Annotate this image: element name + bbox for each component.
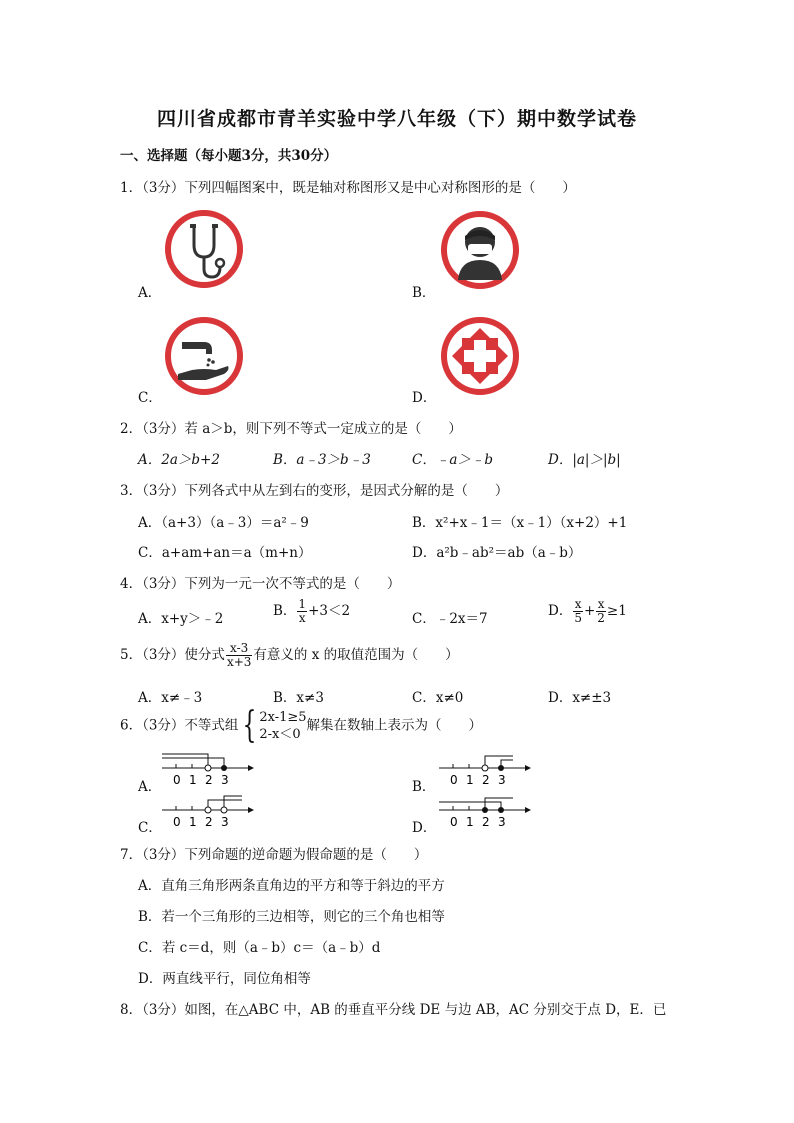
q4-b-suffix: +3＜2 bbox=[308, 603, 351, 619]
q1-option-b-label[interactable]: B． bbox=[412, 285, 436, 301]
q7-option-b[interactable]: B．若一个三角形的三边相等，则它的三个角也相等 bbox=[138, 909, 445, 925]
question-5-stem bbox=[120, 642, 459, 669]
q6-option-c-label[interactable]: C． bbox=[138, 820, 162, 836]
question-6-stem bbox=[120, 705, 483, 746]
question-7-stem: 7．（3分）下列命题的逆命题为假命题的是（ ） bbox=[120, 847, 428, 863]
q6-c-tick-3: 3 bbox=[221, 815, 229, 829]
q2-option-b[interactable]: B．a﹣3＞b﹣3 bbox=[273, 452, 371, 468]
q5-stem-pre: 5．（3分）使分式 bbox=[120, 647, 225, 663]
q4-d-fraction-2: $\frac{x}{2}$ bbox=[597, 597, 605, 625]
q6-a-tick-3: 3 bbox=[221, 773, 229, 787]
q4-option-d[interactable] bbox=[548, 598, 627, 625]
q2-option-d[interactable]: D．|a|＞|b| bbox=[548, 452, 621, 468]
q2-option-a[interactable]: A．2a＞b+2 bbox=[138, 452, 220, 468]
section-heading: 一、选择题（每小题3分，共30分） bbox=[120, 148, 338, 164]
exam-title: 四川省成都市青羊实验中学八年级（下）期中数学试卷 bbox=[156, 108, 637, 130]
q6-d-tick-3: 3 bbox=[498, 815, 506, 829]
q3-option-d[interactable]: D．a²b﹣ab²＝ab（a﹣b） bbox=[412, 545, 582, 561]
q6-a-tick-2: 2 bbox=[205, 773, 213, 787]
q4-b-prefix: B． bbox=[273, 603, 297, 619]
q6-c-tick-2: 2 bbox=[205, 815, 213, 829]
q5-option-b[interactable]: B．x≠3 bbox=[273, 690, 324, 706]
q6-stem-post: 解集在数轴上表示为（ ） bbox=[306, 717, 483, 734]
q5-fraction: $\frac{x-3}{x+3}$ bbox=[226, 641, 252, 669]
question-1-stem: 1．（3分）下列四幅图案中，既是轴对称图形又是中心对称图形的是（ ） bbox=[120, 180, 576, 196]
q6-b-tick-3: 3 bbox=[498, 773, 506, 787]
q7-option-c[interactable]: C．若 c＝d，则（a﹣b）c＝（a﹣b）d bbox=[138, 940, 381, 956]
q6-option-b-label[interactable]: B． bbox=[412, 779, 436, 795]
question-3-stem: 3．（3分）下列各式中从左到右的变形，是因式分解的是（ ） bbox=[120, 483, 509, 499]
q2-option-c[interactable]: C．﹣a＞﹣b bbox=[412, 452, 494, 468]
masked-doctor-icon bbox=[440, 210, 520, 290]
q4-d-prefix: D． bbox=[548, 603, 573, 619]
q6-b-number-line bbox=[437, 750, 532, 788]
question-8-stem: 8．（3分）如图，在△ABC 中，AB 的垂直平分线 DE 与边 AB，AC 分别交于点 D，E．已 bbox=[120, 1002, 667, 1018]
q3-option-a[interactable]: A．（a+3）（a﹣3）＝a²﹣9 bbox=[138, 515, 309, 531]
q4-option-b[interactable] bbox=[273, 598, 350, 625]
q4-d-plus: + bbox=[583, 603, 596, 619]
q6-c-number-line bbox=[160, 792, 255, 830]
brace-symbol: { bbox=[243, 705, 257, 746]
q5-stem-post: 有意义的 x 的取值范围为（ ） bbox=[253, 647, 459, 663]
q5-option-c[interactable]: C．x≠0 bbox=[412, 690, 464, 706]
q7-option-d[interactable]: D．两直线平行，同位角相等 bbox=[138, 971, 311, 987]
q6-c-tick-0: 0 bbox=[173, 815, 181, 829]
q4-d-suffix: ≥1 bbox=[606, 603, 627, 619]
q6-d-tick-1: 1 bbox=[466, 815, 474, 829]
question-4-stem: 4．（3分）下列为一元一次不等式的是（ ） bbox=[120, 576, 401, 592]
q6-stem-pre: 6．（3分）不等式组 bbox=[120, 717, 239, 734]
hand-washing-icon bbox=[164, 316, 244, 396]
q6-a-tick-1: 1 bbox=[189, 773, 197, 787]
q4-option-c[interactable]: C．﹣2x＝7 bbox=[412, 611, 488, 627]
q4-option-a[interactable]: A．x+y＞﹣2 bbox=[138, 611, 224, 627]
q4-d-fraction-1: $\frac{x}{5}$ bbox=[574, 597, 582, 625]
q4-b-fraction: $\frac{1}{x}$ bbox=[298, 597, 307, 625]
q6-b-tick-1: 1 bbox=[466, 773, 474, 787]
q3-option-b[interactable]: B．x²+x﹣1＝（x﹣1）（x+2）+1 bbox=[412, 515, 628, 531]
q5-option-a[interactable]: A．x≠﹣3 bbox=[138, 690, 203, 706]
q6-b-tick-0: 0 bbox=[450, 773, 458, 787]
q3-option-c[interactable]: C．a+am+an＝a（m+n） bbox=[138, 545, 312, 561]
q7-option-a[interactable]: A．直角三角形两条直角边的平方和等于斜边的平方 bbox=[138, 878, 445, 894]
stethoscope-icon bbox=[164, 209, 244, 289]
q6-a-tick-0: 0 bbox=[173, 773, 181, 787]
q6-option-d-label[interactable]: D． bbox=[412, 820, 437, 836]
q6-a-number-line bbox=[160, 750, 255, 788]
q1-option-a-label[interactable]: A． bbox=[138, 285, 162, 301]
q5-option-d[interactable]: D．x≠±3 bbox=[548, 690, 612, 706]
q1-option-c-label[interactable]: C． bbox=[138, 390, 162, 406]
q6-c-tick-1: 1 bbox=[189, 815, 197, 829]
q6-d-number-line bbox=[437, 792, 532, 830]
q6-option-a-label[interactable]: A． bbox=[138, 779, 162, 795]
q6-d-tick-2: 2 bbox=[482, 815, 490, 829]
inequality-system: 2x-1≥5 2-x＜0 bbox=[259, 710, 307, 742]
q6-b-tick-2: 2 bbox=[482, 773, 490, 787]
medical-cross-icon bbox=[440, 316, 520, 396]
q6-d-tick-0: 0 bbox=[450, 815, 458, 829]
q1-option-d-label[interactable]: D． bbox=[412, 390, 437, 406]
question-2-stem: 2．（3分）若 a＞b，则下列不等式一定成立的是（ ） bbox=[120, 421, 462, 437]
